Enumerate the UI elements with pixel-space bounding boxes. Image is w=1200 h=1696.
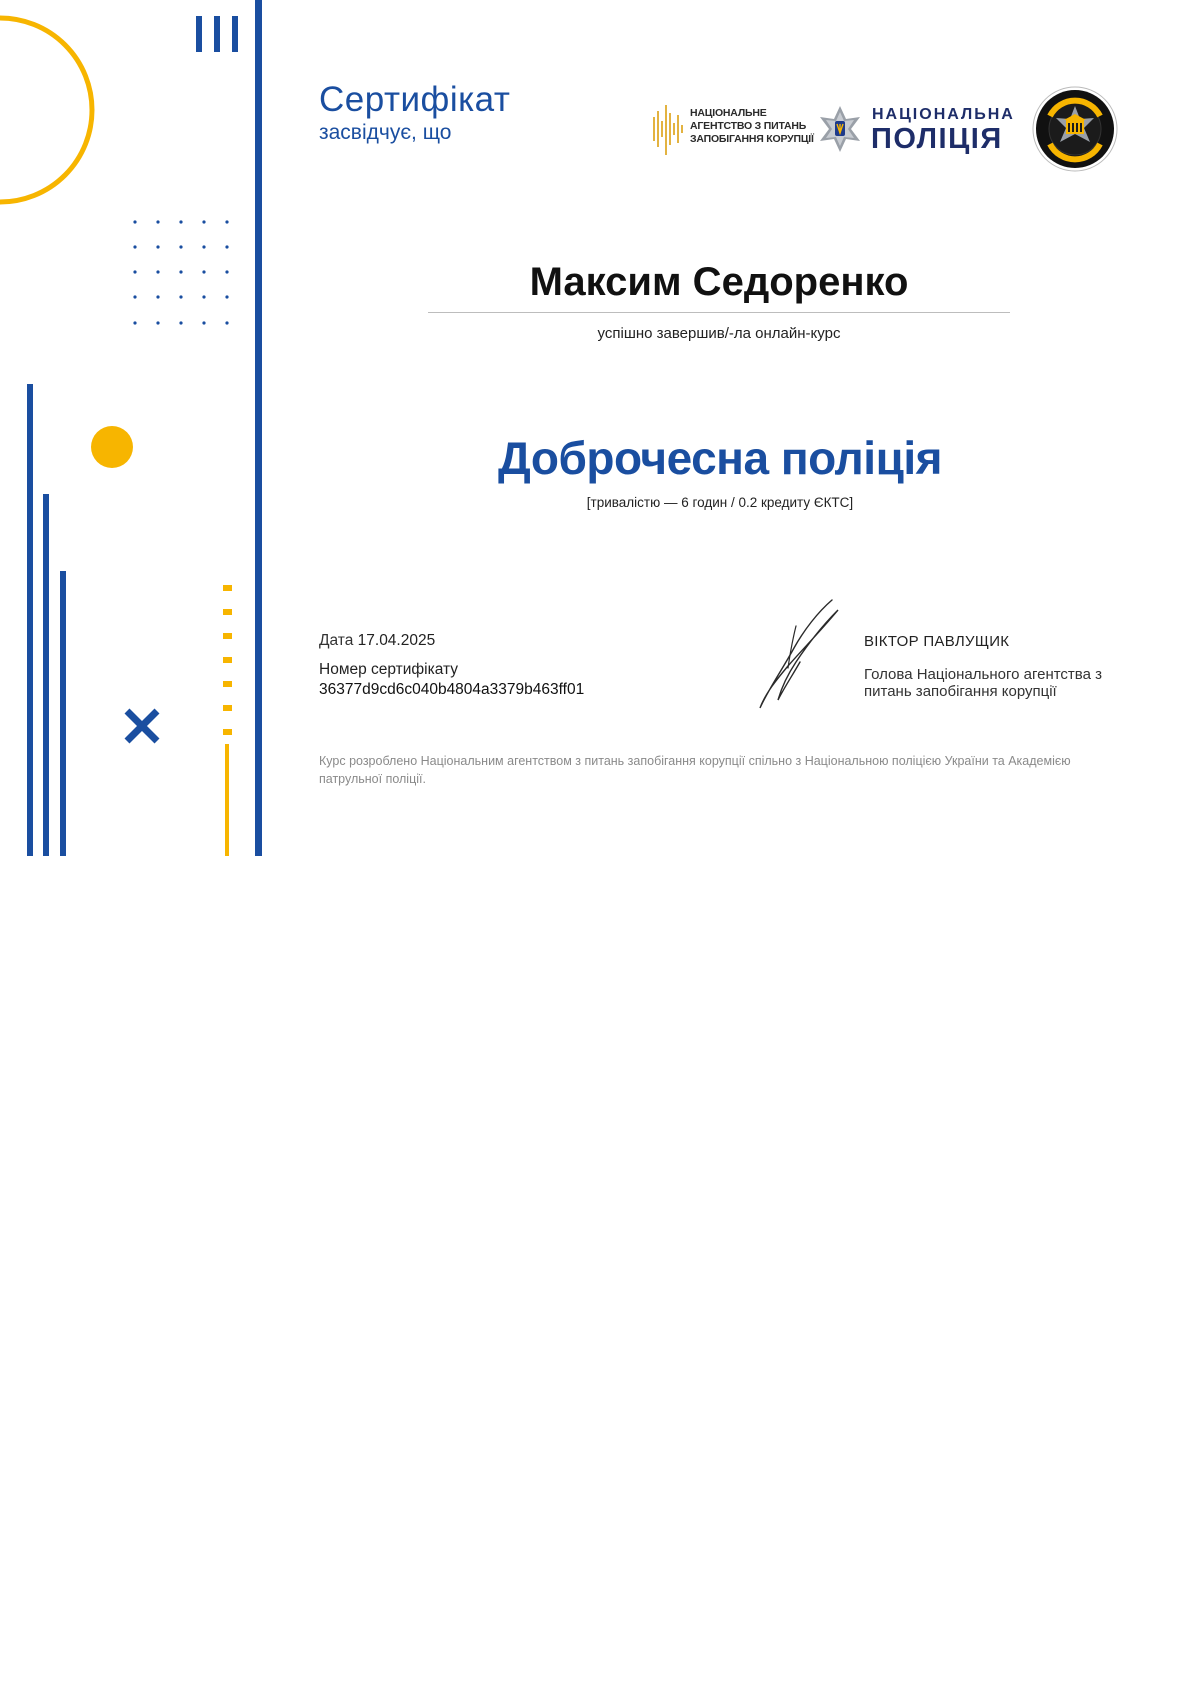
blue-bar-top-1 [196, 16, 202, 52]
certificate-number-label: Номер сертифікату [319, 661, 459, 678]
patrol-police-academy-emblem [1032, 86, 1118, 172]
course-duration: [тривалістю — 6 годин / 0.2 кредиту ЄКТС] [586, 495, 854, 510]
certificate-title: Сертифікат [319, 80, 511, 119]
blue-vertical-line [255, 0, 262, 856]
date-label: Дата [319, 632, 354, 649]
recipient-name: Максим Седоренко [529, 260, 909, 304]
nazk-logo-text: НАЦІОНАЛЬНЕ АГЕНТСТВО З ПИТАНЬ ЗАПОБІГАННЯ КОРУПЦІЇ [690, 107, 814, 145]
decorative-pattern [0, 0, 270, 856]
blue-cross [127, 711, 157, 741]
blue-bar-top-3 [232, 16, 238, 52]
dot-grid [133, 220, 228, 324]
blue-line-left-2 [43, 494, 49, 856]
nazk-mark-icon [652, 103, 686, 157]
handwritten-signature [752, 596, 844, 712]
blue-bar-top-2 [214, 16, 220, 52]
nazk-logo [652, 103, 812, 157]
yellow-vertical-line [225, 744, 229, 856]
blue-line-left-1 [27, 384, 33, 856]
certificate-number-value: 36377d9cd6c040b4804a3379b463ff01 [319, 681, 585, 698]
certificate-subtitle: засвідчує, що [319, 121, 452, 144]
date-value: 17.04.2025 [357, 632, 436, 649]
yellow-dot [91, 426, 133, 468]
yellow-dashes [223, 585, 232, 735]
police-star-icon [816, 104, 864, 154]
course-footnote: Курс розроблено Національним агентством з питань запобігання корупції спільно з Національною поліцією України та Академією патрульної поліції. [319, 754, 1071, 786]
police-logo-line1: НАЦІОНАЛЬНА [872, 106, 1015, 123]
completion-statement: успішно завершив/-ла онлайн-курс [597, 325, 841, 342]
name-underline [428, 312, 1010, 313]
course-title: Доброчесна поліція [498, 432, 942, 484]
issue-date [319, 632, 435, 650]
national-police-logo [816, 104, 1016, 156]
yellow-arc [0, 18, 92, 202]
signer-title: Голова Національного агентства з питань запобігання корупції [864, 666, 1102, 700]
blue-line-left-3 [60, 571, 66, 856]
police-logo-line2: ПОЛІЦІЯ [871, 123, 1003, 155]
signer-name: ВІКТОР ПАВЛУЩИК [864, 633, 1010, 650]
